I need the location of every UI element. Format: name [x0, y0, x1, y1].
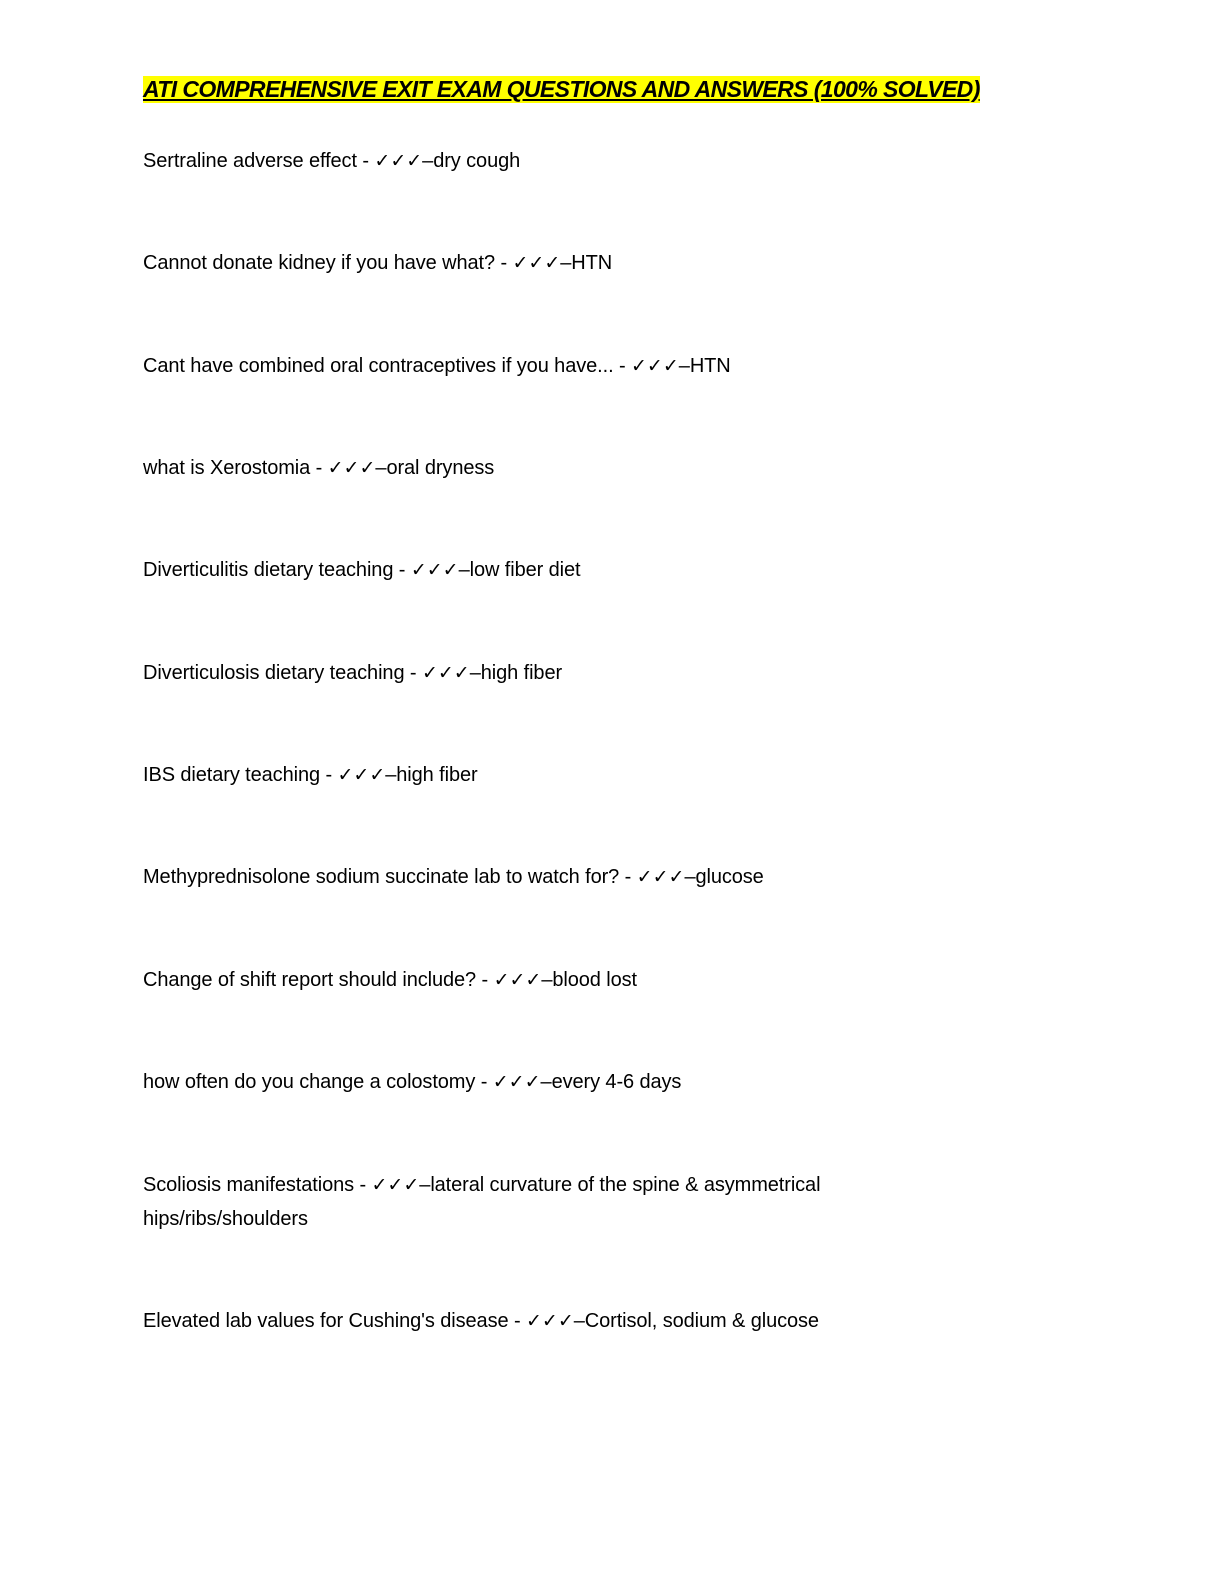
separator: -	[354, 1174, 372, 1196]
question-text: Cant have combined oral contraceptives if you have...	[143, 355, 614, 377]
separator: -	[495, 252, 513, 274]
answer-text: blood lost	[552, 969, 637, 991]
separator: -	[613, 355, 632, 377]
check-marks-icon: ✓✓✓	[492, 1071, 541, 1093]
check-marks-icon: ✓✓✓	[337, 764, 386, 786]
question-text: Cannot donate kidney if you have what?	[143, 252, 496, 274]
answer-text: Cortisol, sodium & glucose	[584, 1310, 819, 1332]
answer-prefix: –	[385, 764, 397, 786]
check-marks-icon: ✓✓✓	[421, 662, 470, 684]
answer-text: high fiber	[396, 764, 478, 786]
qa-item	[143, 144, 933, 178]
question-text: Methyprednisolone sodium succinate lab to watch for?	[143, 866, 620, 888]
answer-text: glucose	[695, 866, 764, 888]
answer-text: oral dryness	[386, 457, 495, 479]
answer-prefix: –	[560, 252, 572, 274]
check-marks-icon: ✓✓✓	[374, 150, 423, 172]
separator: -	[320, 764, 338, 786]
answer-text: HTN	[689, 355, 731, 377]
qa-item	[143, 349, 933, 383]
question-text: what is Xerostomia	[143, 457, 311, 479]
qa-item	[143, 758, 933, 792]
check-marks-icon: ✓✓✓	[327, 457, 376, 479]
separator: -	[619, 866, 637, 888]
answer-prefix: –	[419, 1174, 431, 1196]
qa-item	[143, 860, 933, 894]
answer-prefix: –	[469, 662, 481, 684]
answer-prefix: –	[540, 1071, 552, 1093]
qa-item	[143, 451, 933, 485]
answer-text: dry cough	[433, 150, 521, 172]
question-text: Change of shift report should include?	[143, 969, 477, 991]
qa-item	[143, 1304, 933, 1338]
qa-item	[143, 553, 933, 587]
separator: -	[476, 969, 494, 991]
question-text: Diverticulosis dietary teaching	[143, 662, 405, 684]
question-text: Diverticulitis dietary teaching	[143, 559, 394, 581]
question-text: IBS dietary teaching	[143, 764, 320, 786]
document-title	[143, 74, 980, 104]
question-text: Sertraline adverse effect	[143, 150, 357, 172]
check-marks-icon: ✓✓✓	[493, 969, 542, 991]
separator: -	[404, 662, 422, 684]
separator: -	[475, 1071, 493, 1093]
title-highlight: ATI COMPREHENSIVE EXIT EXAM QUESTIONS AND ANSWERS (100% SOLVED)	[143, 76, 980, 102]
question-text: how often do you change a colostomy	[143, 1071, 476, 1093]
answer-text: low fiber diet	[469, 559, 581, 581]
answer-text: HTN	[571, 252, 613, 274]
answer-prefix: –	[422, 150, 434, 172]
qa-item	[143, 963, 933, 997]
question-text: Scoliosis manifestations	[143, 1174, 355, 1196]
answer-prefix: –	[458, 559, 470, 581]
check-marks-icon: ✓✓✓	[512, 252, 561, 274]
answer-prefix: –	[678, 355, 690, 377]
answer-text: every 4-6 days	[551, 1071, 682, 1093]
qa-item	[143, 1168, 933, 1236]
check-marks-icon: ✓✓✓	[631, 355, 679, 377]
answer-text: lateral curvature of the spine & asymmetrical hips/ribs/shoulders	[143, 1174, 821, 1230]
check-marks-icon: ✓✓✓	[636, 866, 685, 888]
check-marks-icon: ✓✓✓	[371, 1174, 420, 1196]
qa-item	[143, 656, 933, 690]
separator: -	[310, 457, 328, 479]
separator: -	[508, 1310, 526, 1332]
qa-item	[143, 246, 933, 280]
check-marks-icon: ✓✓✓	[410, 559, 459, 581]
separator: -	[393, 559, 411, 581]
separator: -	[356, 150, 375, 172]
check-marks-icon: ✓✓✓	[525, 1310, 574, 1332]
qa-item	[143, 1065, 933, 1099]
answer-prefix: –	[573, 1310, 585, 1332]
answer-text: high fiber	[480, 662, 563, 684]
answer-prefix: –	[684, 866, 696, 888]
question-text: Elevated lab values for Cushing's disease	[143, 1310, 509, 1332]
answer-prefix: –	[541, 969, 553, 991]
answer-prefix: –	[375, 457, 387, 479]
